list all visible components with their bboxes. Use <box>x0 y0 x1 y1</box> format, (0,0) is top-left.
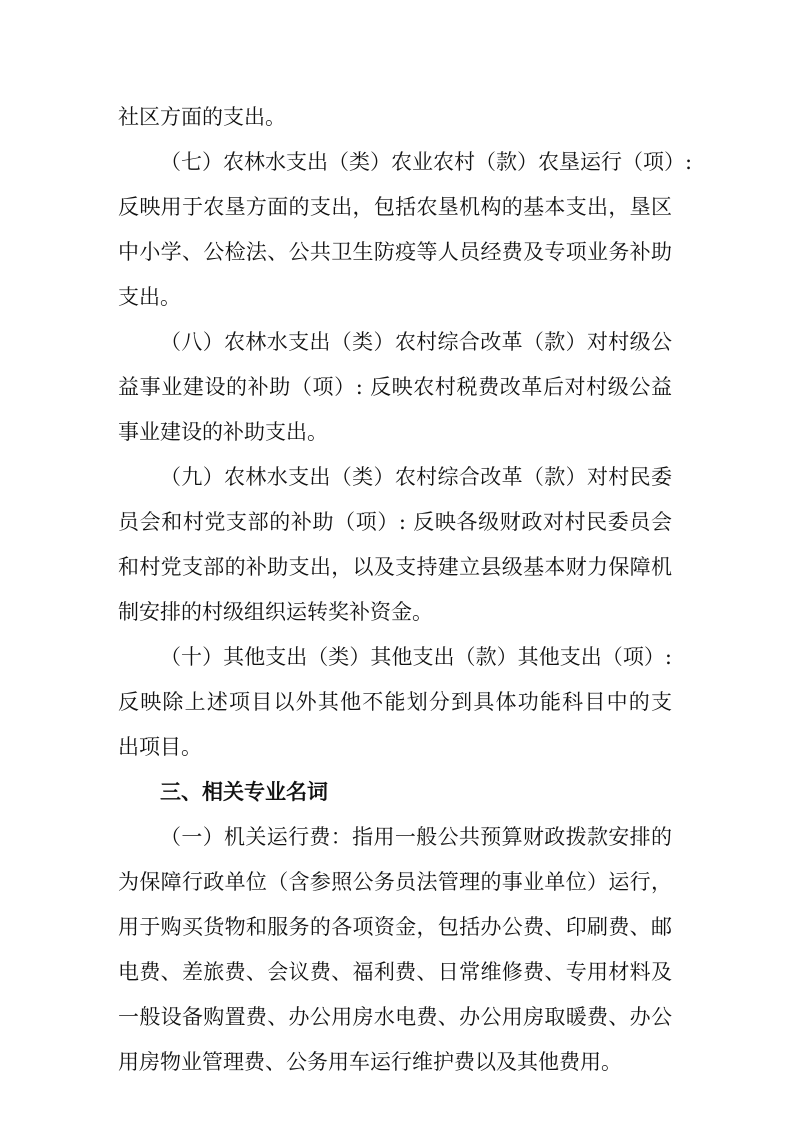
paragraph-10-heading: （十）其他支出（类）其他支出（款）其他支出（项）: <box>160 645 672 669</box>
paragraph-7-heading: （七）农林水支出（类）农业农村（款）农垦运行（项）: <box>160 150 693 174</box>
text-line: 出项目。 <box>118 735 202 759</box>
text-line: 中小学、公检法、公共卫生防疫等人员经费及专项业务补助 <box>118 240 672 264</box>
text-line: 反映用于农垦方面的支出，包括农垦机构的基本支出，垦区 <box>118 195 672 219</box>
text-line: 支出。 <box>118 285 181 309</box>
paragraph-9-heading: （九）农林水支出（类）农村综合改革（款）对村民委 <box>160 465 672 489</box>
text-line: 用房物业管理费、公务用车运行维护费以及其他费用。 <box>118 1050 622 1074</box>
text-line: 反映除上述项目以外其他不能划分到具体功能科目中的支 <box>118 690 672 714</box>
text-line: 用于购买货物和服务的各项资金，包括办公费、印刷费、邮 <box>118 915 672 939</box>
section-3-heading: 三、相关专业名词 <box>160 780 328 804</box>
text-line: 益事业建设的补助（项）: 反映农村税费改革后对村级公益 <box>118 375 672 399</box>
text-line: 一般设备购置费、办公用房水电费、办公用房取暖费、办公 <box>118 1005 672 1029</box>
text-line: 和村党支部的补助支出，以及支持建立县级基本财力保障机 <box>118 555 672 579</box>
text-line: 社区方面的支出。 <box>118 105 286 129</box>
text-line: 员会和村党支部的补助（项）: 反映各级财政对村民委员会 <box>118 510 672 534</box>
text-line: 事业建设的补助支出。 <box>118 420 328 444</box>
paragraph-8-heading: （八）农林水支出（类）农村综合改革（款）对村级公 <box>160 330 672 354</box>
text-line: 为保障行政单位（含参照公务员法管理的事业单位）运行， <box>118 870 672 894</box>
text-line: 电费、差旅费、会议费、福利费、日常维修费、专用材料及 <box>118 960 672 984</box>
term-1-heading: （一）机关运行费：指用一般公共预算财政拨款安排的 <box>160 825 672 849</box>
text-line: 制安排的村级组织运转奖补资金。 <box>118 600 433 624</box>
